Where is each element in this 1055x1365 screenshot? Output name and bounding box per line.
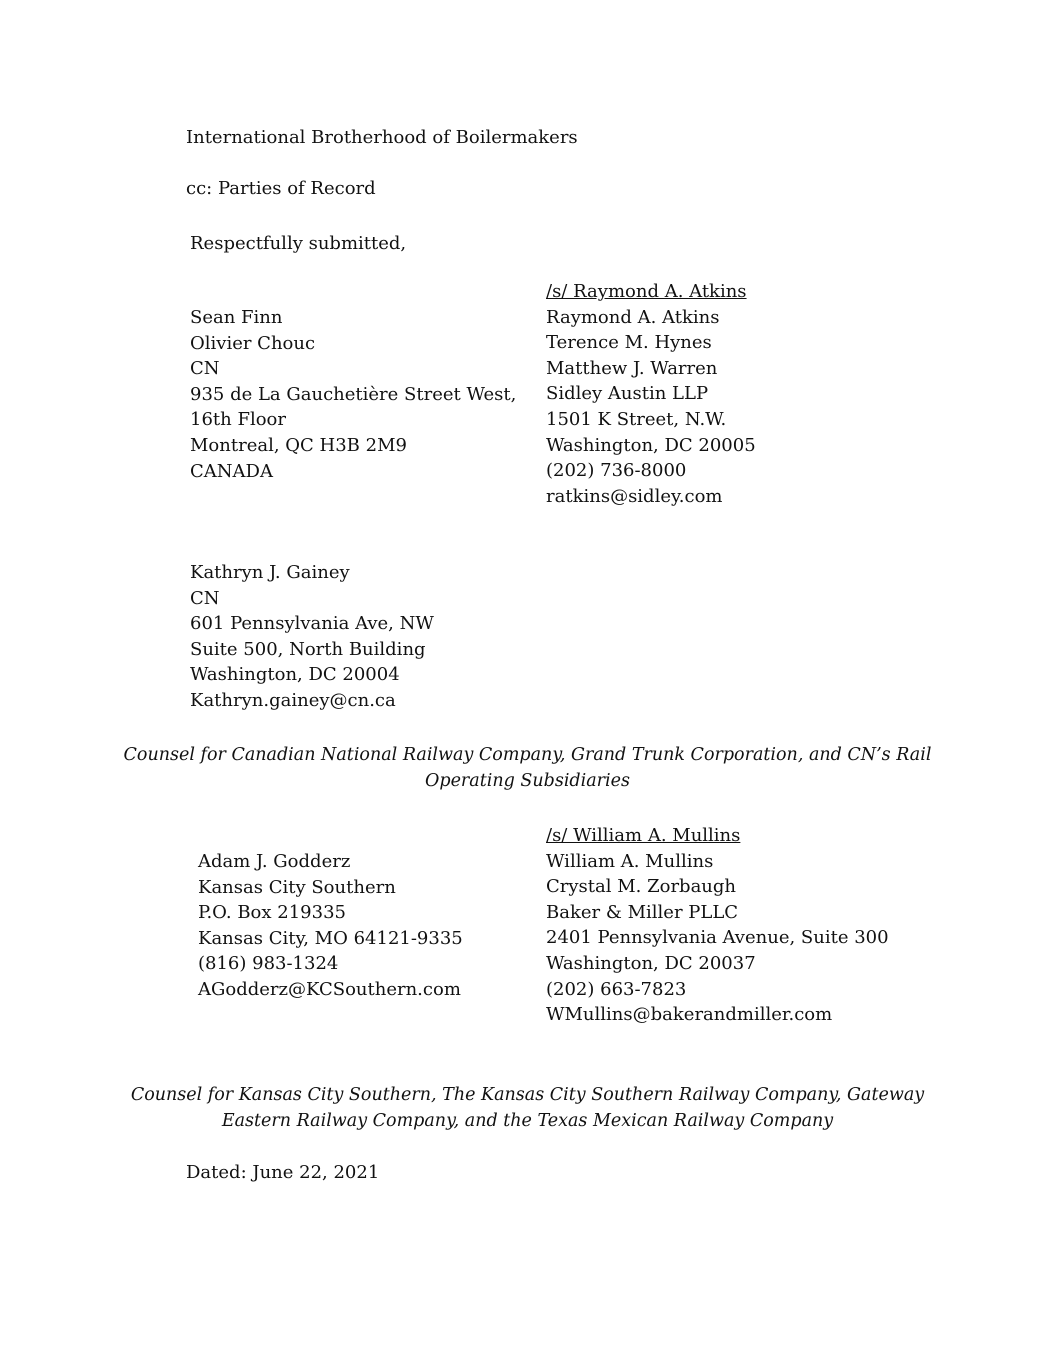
union-name: International Brotherhood of Boilermakers [186, 127, 578, 148]
contact-po-box: P.O. Box 219335 [198, 902, 346, 924]
contact-phone: (202) 663-7823 [546, 978, 687, 1000]
signature-line: /s/ Raymond A. Atkins [546, 281, 747, 302]
contact-firm: Baker & Miller PLLC [546, 901, 739, 923]
contact-address: 935 de La Gauchetière Street West, [190, 383, 517, 405]
closing-line: Respectfully submitted, [190, 233, 407, 254]
contact-city: Montreal, QC H3B 2M9 [190, 434, 407, 456]
contact-address: 2401 Pennsylvania Avenue, Suite 300 [546, 927, 889, 949]
contact-email: Kathryn.gainey@cn.ca [190, 689, 396, 711]
caption-line: Counsel for Kansas City Southern, The Kansas City Southern Railway Company, Gateway [130, 1085, 925, 1105]
contact-organization: CN [190, 587, 220, 609]
signature-line: /s/ William A. Mullins [546, 825, 741, 846]
contact-city: Kansas City, MO 64121-9335 [198, 927, 463, 949]
contact-name: Terence M. Hynes [546, 332, 712, 354]
contact-email: ratkins@sidley.com [546, 485, 723, 507]
contact-address: 1501 K Street, N.W. [546, 408, 727, 430]
caption-line: Operating Subsidiaries [425, 770, 630, 791]
contact-address: Suite 500, North Building [190, 638, 426, 660]
caption-line: Eastern Railway Company, and the Texas Mexican Railway Company [221, 1110, 834, 1131]
contact-name: Crystal M. Zorbaugh [546, 876, 737, 898]
contact-firm: Sidley Austin LLP [546, 383, 709, 405]
contact-name: Matthew J. Warren [546, 357, 718, 379]
contact-city: Washington, DC 20005 [546, 434, 756, 456]
cn-second-contact-block [190, 560, 434, 714]
contact-city: Washington, DC 20037 [546, 952, 756, 974]
cn-left-contact-block [190, 305, 516, 484]
contact-name: Kathryn J. Gainey [190, 562, 350, 583]
contact-email: WMullins@bakerandmiller.com [546, 1004, 833, 1026]
kcs-left-contact-block [198, 849, 463, 1003]
contact-name: Sean Finn [190, 307, 283, 328]
kcs-right-contact-block [546, 823, 889, 1028]
contact-name: William A. Mullins [546, 850, 714, 872]
contact-organization: Kansas City Southern [198, 876, 396, 898]
dated-line: Dated: June 22, 2021 [186, 1162, 380, 1183]
contact-email: AGodderz@KCSouthern.com [198, 978, 461, 1000]
contact-country: CANADA [190, 460, 273, 482]
kcs-counsel-caption [0, 1083, 1055, 1134]
cc-line: cc: Parties of Record [186, 178, 376, 199]
contact-name: Adam J. Godderz [198, 851, 351, 872]
contact-organization: CN [190, 358, 220, 380]
contact-phone: (202) 736-8000 [546, 460, 687, 482]
cn-right-contact-block [546, 279, 756, 509]
caption-line: Counsel for Canadian National Railway Company, Grand Trunk Corporation, and CN’s Rail [123, 745, 932, 765]
contact-phone: (816) 983-1324 [198, 953, 339, 975]
contact-name: Olivier Chouc [190, 332, 316, 354]
contact-address: 601 Pennsylvania Ave, NW [190, 613, 434, 635]
contact-address: 16th Floor [190, 409, 286, 431]
contact-name: Raymond A. Atkins [546, 306, 720, 328]
cn-counsel-caption [0, 743, 1055, 794]
contact-city: Washington, DC 20004 [190, 664, 400, 686]
